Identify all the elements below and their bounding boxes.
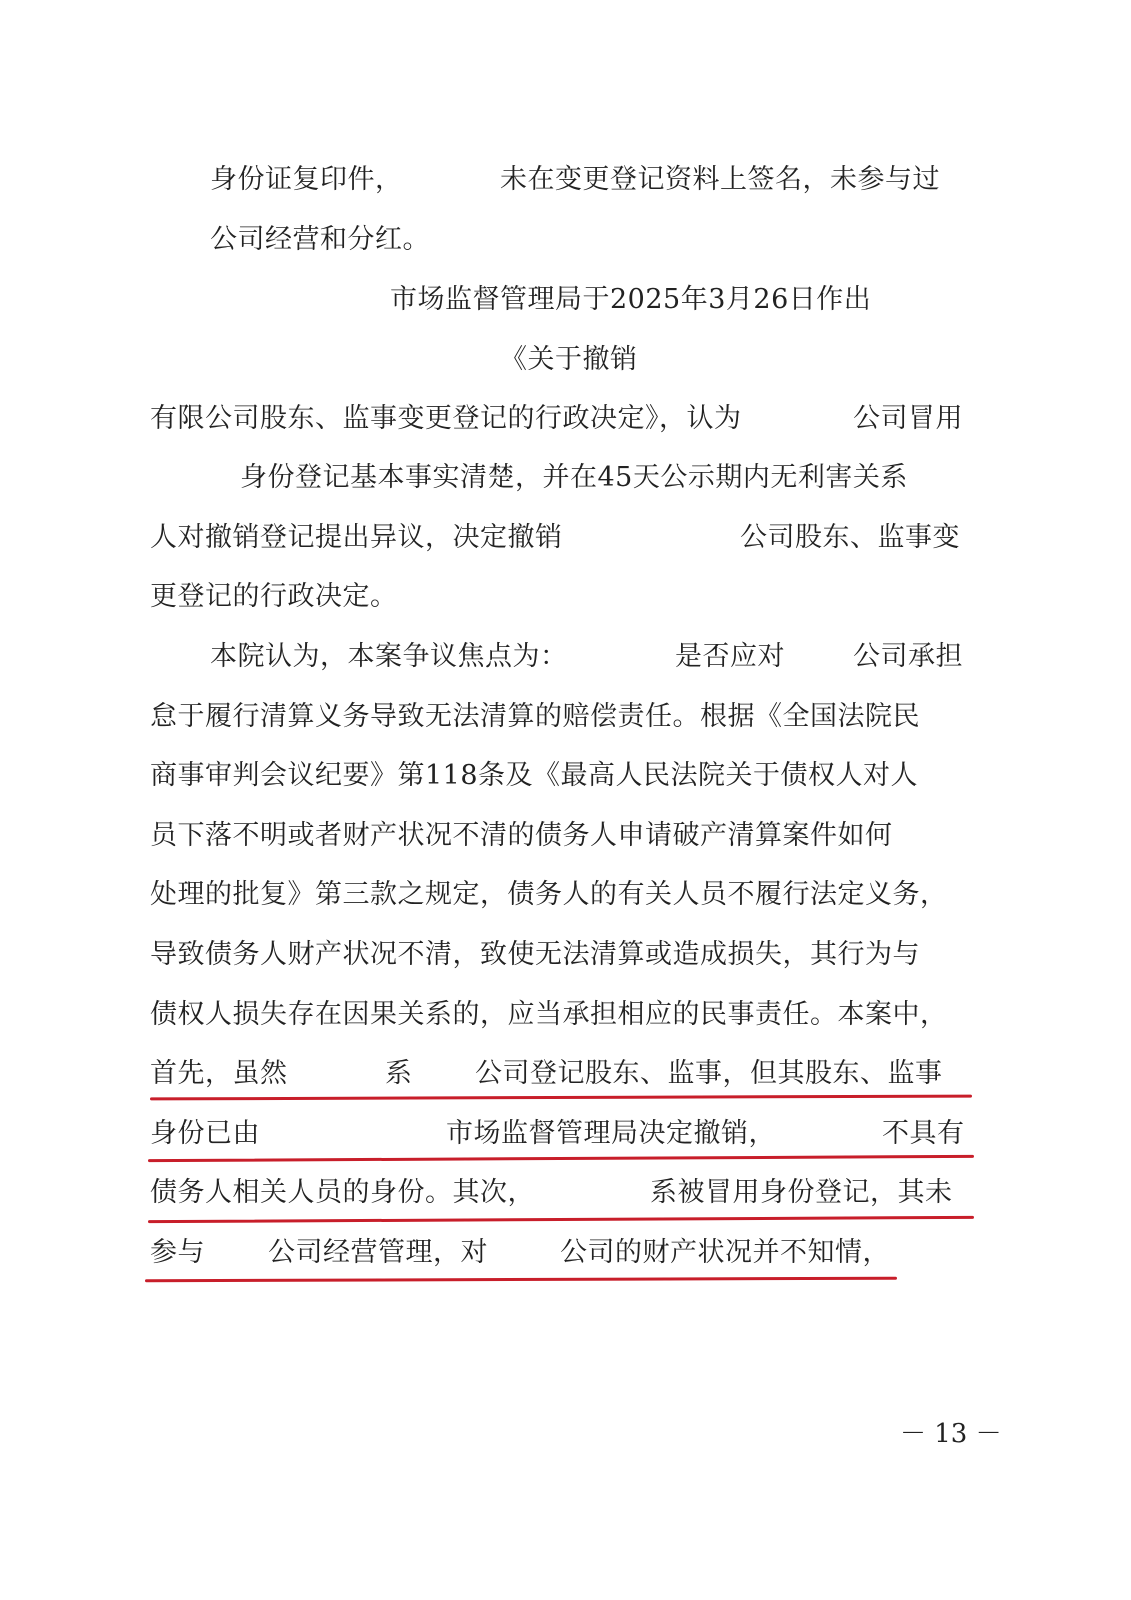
- text-line: [0, 280, 1131, 320]
- text-line: [0, 160, 1131, 200]
- text-line: [0, 220, 1131, 260]
- text-segment: 处理的批复》第三款之规定，债务人的有关人员不履行法定义务，: [150, 879, 948, 910]
- text-segment: 是否应对: [675, 641, 785, 672]
- text-segment: 市场监督管理局于2025年3月26日作出: [390, 284, 872, 315]
- text-segment: 本院认为，本案争议焦点为：: [210, 641, 568, 672]
- text-segment: 系: [385, 1058, 413, 1089]
- text-line: [0, 756, 1131, 796]
- text-line: [0, 518, 1131, 558]
- text-segment: 参与: [150, 1237, 205, 1268]
- text-line: [0, 875, 1131, 915]
- text-segment: 公司冒用: [853, 403, 963, 434]
- text-segment: 商事审判会议纪要》第118条及《最高人民法院关于债权人对人: [150, 760, 919, 791]
- text-line: [0, 935, 1131, 975]
- text-segment: 市场监督管理局决定撤销，: [446, 1118, 776, 1149]
- text-segment: 公司的财产状况并不知情，: [560, 1237, 890, 1268]
- text-segment: 更登记的行政决定。: [150, 581, 398, 612]
- text-line: [0, 1233, 1131, 1273]
- text-segment: 未在变更登记资料上签名，未参与过: [500, 164, 940, 195]
- page-number: － 13 －: [900, 1419, 1002, 1449]
- text-line: [0, 577, 1131, 617]
- text-line: [0, 458, 1131, 498]
- red-underline: [148, 1216, 974, 1223]
- text-line: [0, 1173, 1131, 1213]
- text-segment: 债权人损失存在因果关系的，应当承担相应的民事责任。本案中，: [150, 999, 948, 1030]
- text-segment: 有限公司股东、监事变更登记的行政决定》，认为: [150, 403, 742, 434]
- text-segment: 债务人相关人员的身份。其次，: [150, 1177, 535, 1208]
- text-segment: 身份已由: [150, 1118, 260, 1149]
- text-line: [0, 340, 1131, 380]
- red-underline: [150, 1095, 972, 1101]
- text-segment: 《关于撤销: [500, 344, 638, 375]
- text-segment: 公司登记股东、监事，但其股东、监事: [475, 1058, 943, 1089]
- text-segment: 不具有: [882, 1118, 965, 1149]
- text-segment: 公司经营和分红。: [210, 224, 430, 255]
- red-underline: [148, 1155, 974, 1162]
- text-line: [0, 995, 1131, 1035]
- text-segment: 公司承担: [853, 641, 963, 672]
- text-line: [0, 399, 1131, 439]
- text-segment: 员下落不明或者财产状况不清的债务人申请破产清算案件如何: [150, 820, 893, 851]
- red-underline: [145, 1277, 897, 1283]
- text-segment: 身份登记基本事实清楚，并在45天公示期内无利害关系: [240, 462, 908, 493]
- text-segment: 怠于履行清算义务导致无法清算的赔偿责任。根据《全国法院民: [150, 701, 920, 732]
- text-segment: 导致债务人财产状况不清，致使无法清算或造成损失，其行为与: [150, 939, 920, 970]
- text-line: [0, 816, 1131, 856]
- text-segment: 公司股东、监事变: [740, 522, 960, 553]
- text-line: [0, 697, 1131, 737]
- text-segment: 身份证复印件，: [210, 164, 403, 195]
- text-line: [0, 1114, 1131, 1154]
- text-segment: 首先，虽然: [150, 1058, 288, 1089]
- text-segment: 公司经营管理，对: [268, 1237, 488, 1268]
- text-segment: 人对撤销登记提出异议，决定撤销: [150, 522, 563, 553]
- text-line: [0, 1054, 1131, 1094]
- text-segment: 系被冒用身份登记，其未: [650, 1177, 953, 1208]
- text-line: [0, 637, 1131, 677]
